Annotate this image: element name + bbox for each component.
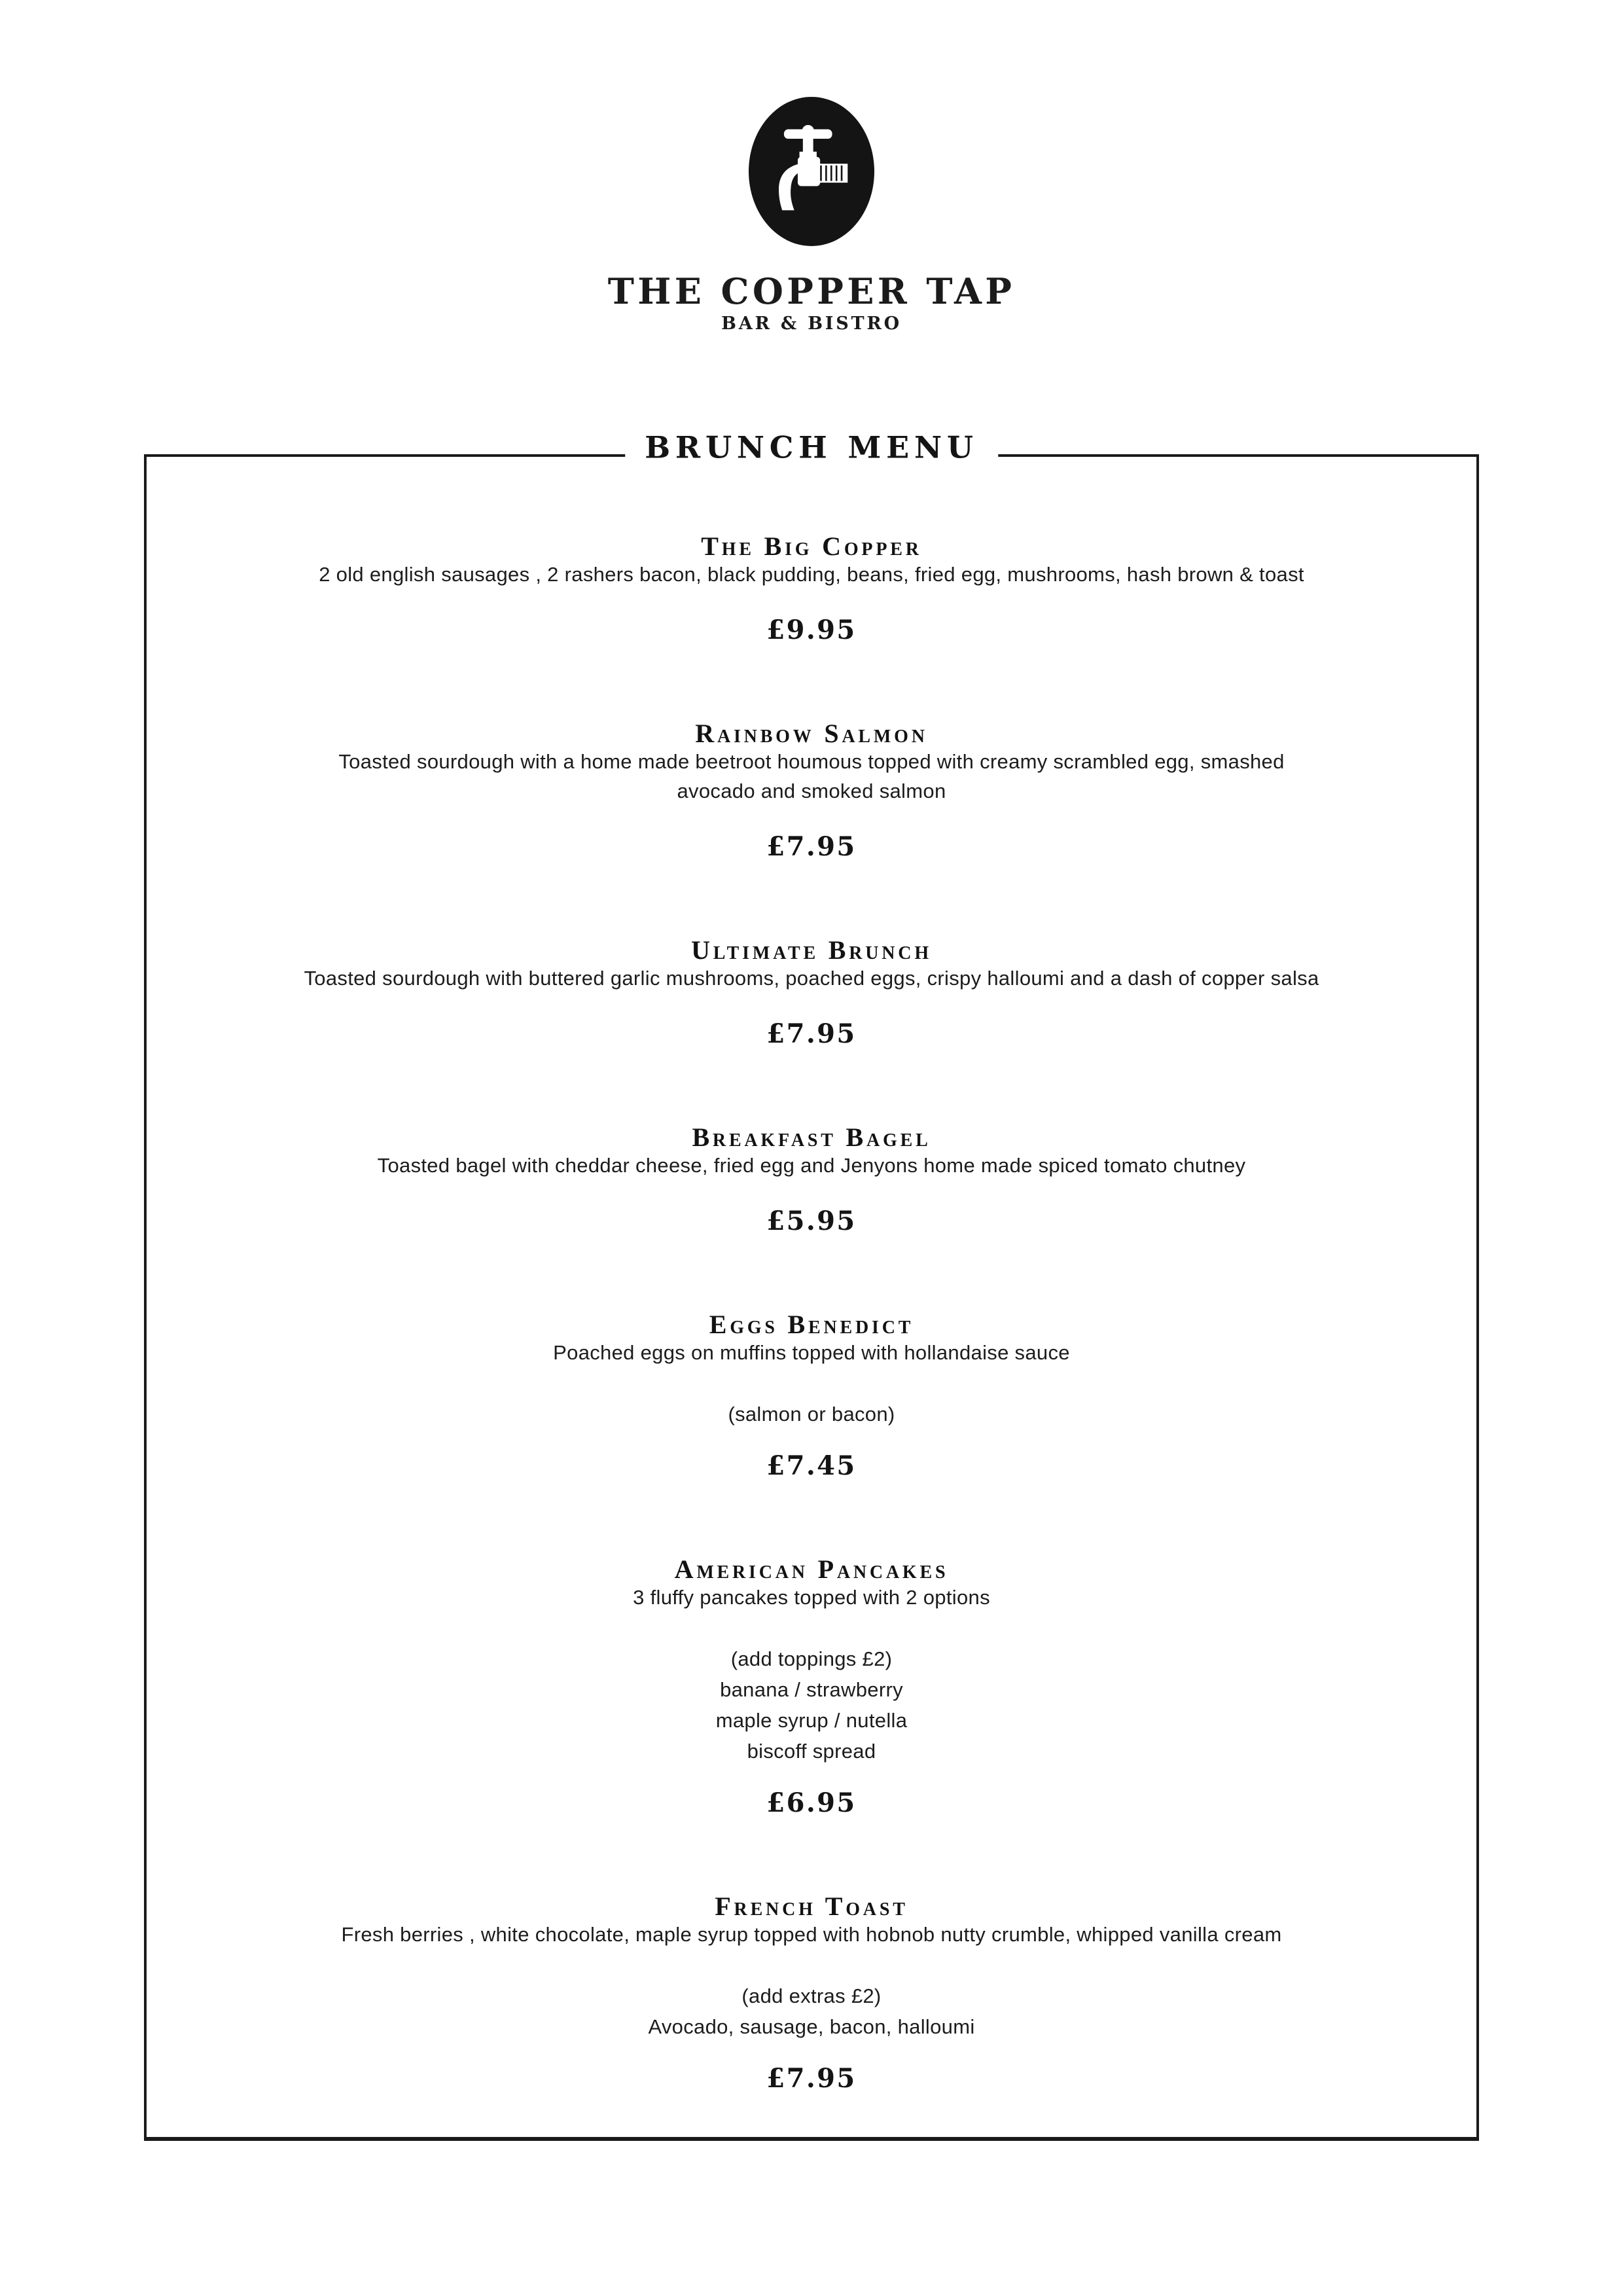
item-name: Eggs Benedict	[709, 1309, 914, 1339]
menu-title: BRUNCH MENU	[625, 432, 998, 462]
item-price: £5.95	[766, 1205, 857, 1236]
item-description: Poached eggs on muffins topped with hollandaise sauce	[553, 1340, 1070, 1364]
item-name: The Big Copper	[701, 531, 922, 561]
item-extra-line: Avocado, sausage, bacon, halloumi	[648, 2015, 975, 2038]
item-extra-line: biscoff spread	[747, 1739, 876, 1763]
menu-box	[144, 429, 1479, 2141]
item-description: Toasted sourdough with buttered garlic mushrooms, poached eggs, crispy halloumi and a dash of copper salsa	[304, 966, 1319, 990]
logo-badge	[749, 97, 874, 246]
brand-header	[0, 0, 1623, 335]
menu-item	[199, 1309, 1424, 1482]
item-price: £9.95	[766, 614, 857, 645]
item-extra-line: banana / strawberry	[720, 1677, 903, 1701]
item-price: £7.45	[766, 1450, 857, 1481]
item-price: £7.95	[766, 2062, 857, 2094]
item-extras	[199, 1981, 1424, 2042]
item-description: Toasted bagel with cheddar cheese, fried egg and Jenyons home made spiced tomato chutney	[377, 1153, 1246, 1177]
menu-item	[199, 937, 1424, 1050]
item-name: Breakfast Bagel	[692, 1122, 931, 1152]
brand-name: THE COPPER TAP	[607, 270, 1016, 312]
item-price: £6.95	[766, 1787, 857, 1818]
item-name: Rainbow Salmon	[695, 718, 928, 748]
menu-item	[199, 718, 1424, 863]
menu-item	[199, 533, 1424, 646]
item-extras	[199, 1399, 1424, 1429]
item-extra-line: (salmon or bacon)	[728, 1402, 895, 1426]
item-description: 2 old english sausages , 2 rashers bacon, black pudding, beans, fried egg, mushrooms, hash brown & toast	[319, 562, 1304, 586]
menu-item	[199, 1893, 1424, 2094]
brand-tagline: BAR & BISTRO	[721, 314, 902, 334]
item-extra-line: (add extras £2)	[741, 1984, 882, 2007]
item-extras	[199, 1643, 1424, 1767]
tap-icon	[768, 122, 855, 221]
item-name: Ultimate Brunch	[691, 935, 932, 965]
item-description: Fresh berries , white chocolate, maple syrup topped with hobnob nutty crumble, whipped vanilla cream	[341, 1922, 1282, 1946]
menu-items	[199, 533, 1424, 2094]
item-price: £7.95	[766, 831, 857, 862]
item-price: £7.95	[766, 1018, 857, 1049]
item-description: Toasted sourdough with a home made beetroot houmous topped with creamy scrambled egg, smashed avocado and smoked salmon	[338, 749, 1285, 802]
item-extra-line: maple syrup / nutella	[715, 1708, 908, 1732]
menu-item	[199, 1556, 1424, 1819]
item-description: 3 fluffy pancakes topped with 2 options	[633, 1585, 990, 1609]
item-extra-line: (add toppings £2)	[730, 1647, 893, 1670]
item-name: American Pancakes	[674, 1554, 949, 1584]
menu-item	[199, 1124, 1424, 1237]
item-name: French Toast	[715, 1891, 908, 1921]
